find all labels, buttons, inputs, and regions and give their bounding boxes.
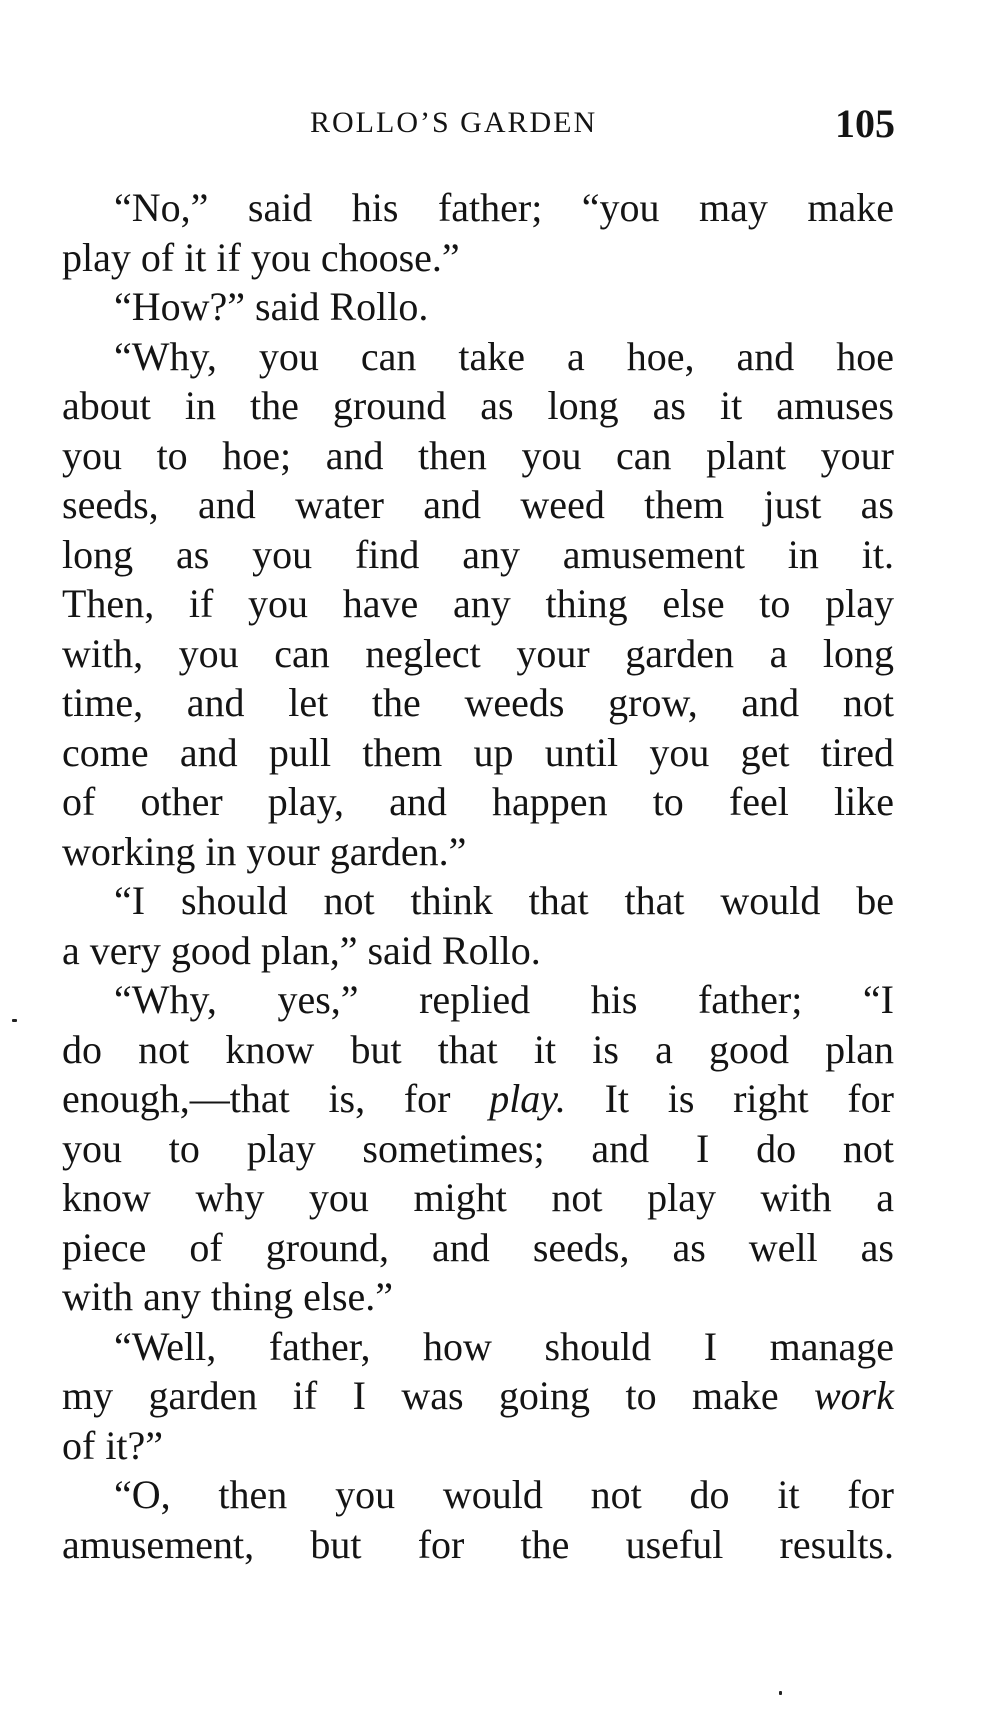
text-line: “Why, yes,” replied his father; “I xyxy=(114,977,894,1022)
running-head xyxy=(60,101,895,150)
text-line: you to hoe; and then you can plant your xyxy=(62,432,894,478)
text-line: with any thing else.” xyxy=(62,1274,394,1319)
text-line: Then, if you have any thing else to play xyxy=(62,581,894,626)
text-line: “O, then you would not do it for xyxy=(114,1472,894,1517)
line-segment: It is right for xyxy=(565,1076,894,1121)
text-line: seeds, and water and weed them just as xyxy=(62,482,894,527)
text-line: of other play, and happen to feel like xyxy=(62,779,894,824)
margin-speck xyxy=(779,1691,782,1695)
text-line: working in your garden.” xyxy=(62,828,467,874)
text-line xyxy=(62,1371,894,1421)
text-line: come and pull them up until you get tired xyxy=(62,729,894,775)
text-line: “Well, father, how should I manage xyxy=(114,1323,894,1369)
margin-speck xyxy=(12,1019,17,1022)
text-line: piece of ground, and seeds, as well as xyxy=(62,1224,894,1270)
text-line xyxy=(62,1074,894,1124)
text-line: “How?” said Rollo. xyxy=(114,284,429,329)
text-line: long as you find any amusement in it. xyxy=(62,531,894,577)
line-segment: my garden if I was going to make xyxy=(62,1373,814,1418)
text-line: of it?” xyxy=(62,1422,164,1468)
text-line: with, you can neglect your garden a long xyxy=(62,630,894,676)
text-line: a very good plan,” said Rollo. xyxy=(62,927,541,973)
italic-emphasis: play. xyxy=(489,1076,566,1121)
text-line: play of it if you choose.” xyxy=(62,234,460,280)
italic-emphasis: work xyxy=(814,1373,894,1418)
text-line: “Why, you can take a hoe, and hoe xyxy=(114,333,894,379)
text-line: about in the ground as long as it amuses xyxy=(62,383,894,428)
text-line: amusement, but for the useful results. xyxy=(62,1521,894,1567)
text-line: “I should not think that that would be xyxy=(114,878,894,923)
text-line: time, and let the weeds grow, and not xyxy=(62,680,894,725)
text-line: know why you might not play with a xyxy=(62,1175,894,1220)
page-number: 105 xyxy=(835,101,895,146)
body-text xyxy=(62,183,894,1569)
running-title: ROLLO’S GARDEN xyxy=(310,106,598,139)
line-segment: enough,—that is, for xyxy=(62,1076,490,1121)
text-line: do not know but that it is a good plan xyxy=(62,1026,894,1072)
text-line: you to play sometimes; and I do not xyxy=(62,1125,894,1171)
text-line: “No,” said his father; “you may make xyxy=(114,185,894,230)
